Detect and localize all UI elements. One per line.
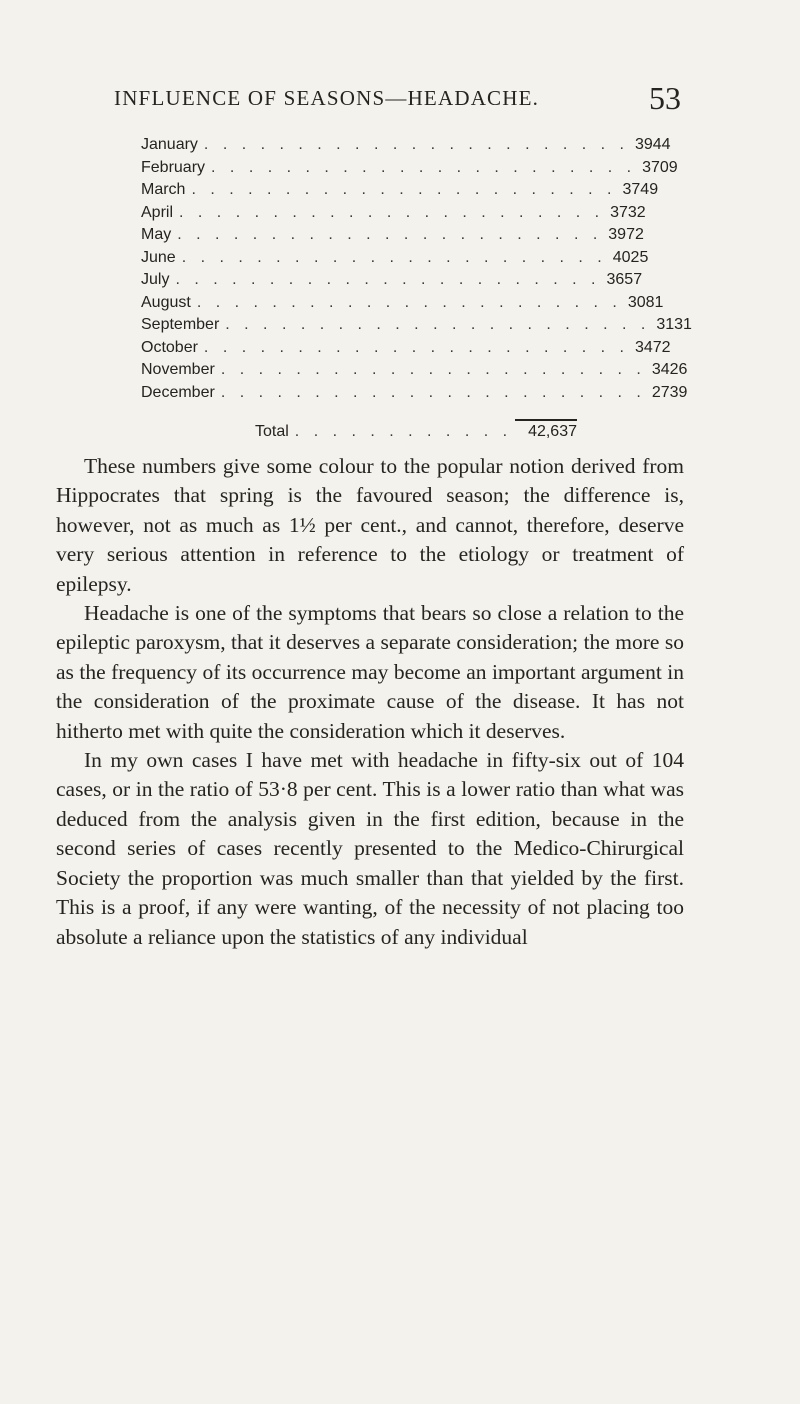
month-count: 3426 — [651, 361, 688, 378]
month-label: February — [141, 158, 206, 176]
table-row — [141, 316, 692, 339]
total-rule — [515, 419, 577, 421]
month-label: May — [141, 226, 172, 243]
leader-dots: . . . . . . . . . . . . . . . . . . . . . . . — [220, 383, 646, 401]
month-label: September — [141, 316, 220, 333]
leader-dots: . . . . . . . . . . . . . . . . . . . . . . . — [203, 136, 629, 153]
month-count: 3131 — [656, 316, 692, 333]
table-row — [141, 271, 643, 294]
month-label: June — [141, 248, 176, 266]
paragraph: Headache is one of the symptoms that bears so close a relation to the epileptic paroxysm, that it deserves a separate consideration; the more so as the frequency of its occurrence may become an important argument in the consideration of the proximate cause of the disease. It has not hitherto met with quite the consideration which it deserves. — [56, 601, 684, 743]
table-row — [141, 158, 678, 182]
month-count: 3972 — [608, 226, 644, 243]
month-count: 4025 — [612, 248, 649, 266]
body-text — [56, 452, 684, 952]
table-row — [141, 203, 646, 227]
month-label: April — [141, 203, 174, 221]
table-row — [141, 136, 671, 159]
leader-dots: . . . . . . . . . . . . . . . . . . . . . . . — [196, 293, 622, 311]
leader-dots: . . . . . . . . . . . . . . . . . . . . . . . — [220, 361, 646, 378]
table-row — [141, 226, 644, 249]
month-count: 3944 — [634, 136, 671, 153]
leader-dots: . . . . . . . . . . . . . . . . . . . . . . . — [177, 226, 603, 243]
leader-dots: . . . . . . . . . . . . — [294, 423, 513, 440]
page-number: 53 — [649, 80, 681, 116]
month-count: 3749 — [622, 181, 659, 198]
table-row — [141, 293, 664, 317]
leader-dots: . . . . . . . . . . . . . . . . . . . . . . . — [179, 203, 605, 221]
paragraph: In my own cases I have met with headache in fifty-six out of 104 cases, or in the ratio of 53·8 per cent. This is a lower ratio than what was deduced from the analysis given in the first edition, because in the second series of cases recently presented to the Medico-Chirurgical Society the proportion was much smaller than that yielded by the first. This is a proof, if any were wanting, of the necessity of not placing too absolute a reliance upon the statistics of any individual — [56, 748, 684, 949]
month-count: 3732 — [610, 203, 646, 221]
month-count: 2739 — [651, 383, 688, 401]
table-row — [141, 248, 649, 272]
monthly-counts-table — [141, 136, 692, 440]
table-row — [141, 338, 671, 362]
table-row — [141, 181, 659, 204]
table-row — [141, 361, 688, 384]
month-count: 3472 — [634, 338, 671, 356]
total-row — [255, 423, 577, 441]
month-label: July — [141, 271, 170, 288]
leader-dots: . . . . . . . . . . . . . . . . . . . . . . . — [225, 316, 651, 333]
total-label: Total — [255, 423, 289, 440]
paragraph: These numbers give some colour to the popular notion derived from Hippocrates that spring is the favoured season; the difference is, however, not as much as 1½ per cent., and cannot, therefore, deserve very serious attention in reference to the etiology or treatment of epilepsy. — [56, 454, 684, 596]
leader-dots: . . . . . . . . . . . . . . . . . . . . . . . — [211, 158, 637, 176]
month-count: 3709 — [642, 158, 678, 176]
running-head: INFLUENCE OF SEASONS—HEADACHE. — [114, 86, 540, 110]
month-label: August — [141, 293, 191, 311]
month-label: October — [141, 338, 198, 356]
month-count: 3081 — [627, 293, 664, 311]
month-count: 3657 — [606, 271, 643, 288]
month-label: December — [141, 383, 215, 401]
page-header — [114, 80, 681, 120]
total-value: 42,637 — [528, 423, 577, 440]
leader-dots: . . . . . . . . . . . . . . . . . . . . . . . — [181, 248, 607, 266]
month-label: March — [141, 181, 186, 198]
month-label: January — [141, 136, 198, 153]
month-label: November — [141, 361, 215, 378]
table-row — [141, 383, 688, 407]
leader-dots: . . . . . . . . . . . . . . . . . . . . . . . — [175, 271, 601, 288]
leader-dots: . . . . . . . . . . . . . . . . . . . . . . . — [203, 338, 629, 356]
leader-dots: . . . . . . . . . . . . . . . . . . . . . . . — [191, 181, 617, 198]
